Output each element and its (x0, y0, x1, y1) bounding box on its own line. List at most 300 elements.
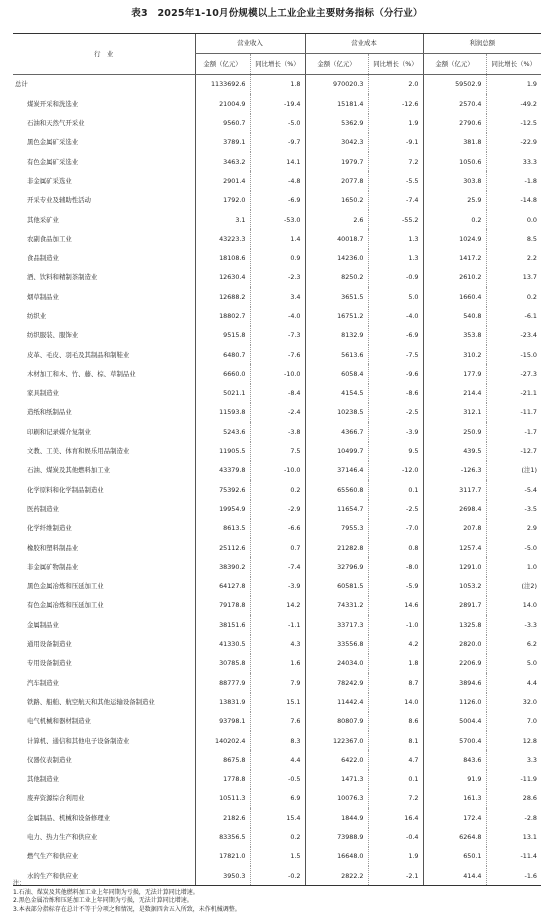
revenue-growth-cell: 0.9 (250, 249, 305, 268)
cost-header: 营业成本 (305, 34, 423, 54)
cost-amount-cell: 3651.5 (305, 287, 368, 306)
cost-amount-cell: 1471.3 (305, 770, 368, 789)
cost-growth-cell: 14.6 (368, 596, 423, 615)
industry-name-cell: 烟草制品业 (27, 292, 59, 301)
revenue-growth-cell: 14.2 (250, 596, 305, 615)
profit-growth-cell: -3.3 (486, 615, 541, 634)
table-row (13, 229, 541, 248)
table-row (13, 461, 541, 480)
table-row (13, 480, 541, 499)
table-row (13, 519, 541, 538)
profit-growth-cell: -6.1 (486, 307, 541, 326)
profit-amount-cell: 2610.2 (423, 268, 486, 287)
industry-name-cell: 化学原料和化学制品制造业 (27, 485, 104, 494)
cost-amount-cell: 15181.4 (305, 94, 368, 113)
revenue-growth-cell: 15.4 (250, 808, 305, 827)
industry-name-cell: 黑色金属冶炼和压延加工业 (27, 582, 104, 591)
profit-amount-cell: 177.9 (423, 364, 486, 383)
industry-name-cell: 总计 (15, 80, 28, 89)
table-row (13, 808, 541, 827)
cost-growth-cell: -2.5 (368, 403, 423, 422)
cost-growth-cell: -3.9 (368, 422, 423, 441)
revenue-growth-cell: 0.7 (250, 538, 305, 557)
profit-amount-cell: 1050.6 (423, 152, 486, 171)
revenue-amount-cell: 11905.5 (195, 442, 250, 461)
profit-amount-cell: 161.3 (423, 789, 486, 808)
revenue-growth-cell: -0.2 (250, 866, 305, 886)
cost-amount-cell: 16648.0 (305, 847, 368, 866)
industry-name-cell: 造纸和纸制品业 (27, 408, 72, 417)
cost-amount-cell: 21282.8 (305, 538, 368, 557)
cost-growth-cell: 7.2 (368, 789, 423, 808)
profit-growth-cell: -27.3 (486, 364, 541, 383)
revenue-amount-cell: 2182.6 (195, 808, 250, 827)
cost-growth-cell: 8.1 (368, 731, 423, 750)
table-row (13, 442, 541, 461)
table-row (13, 171, 541, 190)
table-row (13, 615, 541, 634)
cost-amount-cell: 65560.8 (305, 480, 368, 499)
revenue-header: 营业收入 (195, 34, 305, 54)
revenue-amount-cell: 13831.9 (195, 693, 250, 712)
profit-amount-cell: 214.4 (423, 384, 486, 403)
footnotes (13, 880, 241, 914)
revenue-amount-cell: 6480.7 (195, 345, 250, 364)
profit-amount-cell: 3894.6 (423, 673, 486, 692)
profit-growth-cell: -22.9 (486, 133, 541, 152)
revenue-growth-cell: -4.0 (250, 307, 305, 326)
profit-header: 利润总额 (423, 34, 541, 54)
profit-growth-cell: -5.0 (486, 538, 541, 557)
profit-growth-cell: -3.5 (486, 500, 541, 519)
revenue-growth-cell: 0.2 (250, 828, 305, 847)
industry-name-cell: 纺织业 (27, 312, 47, 320)
revenue-growth-cell: 1.6 (250, 654, 305, 673)
cost-growth-cell: 0.1 (368, 770, 423, 789)
cost-growth-cell: -6.9 (368, 326, 423, 345)
revenue-growth-cell: -6.6 (250, 519, 305, 538)
cost-amount-cell: 1844.9 (305, 808, 368, 827)
industry-name-cell: 煤炭开采和洗选业 (27, 99, 79, 108)
cost-amount-cell: 4366.7 (305, 422, 368, 441)
cost-growth-cell: 1.9 (368, 114, 423, 133)
industry-name-cell: 印刷和记录媒介复制业 (27, 427, 91, 436)
revenue-amount-cell: 30785.8 (195, 654, 250, 673)
industry-name-cell: 汽车制造业 (27, 678, 59, 687)
cost-amount-cell: 4154.5 (305, 384, 368, 403)
cost-growth-cell: 16.4 (368, 808, 423, 827)
table-row (13, 654, 541, 673)
table-row (13, 191, 541, 210)
cost-growth-cell: 14.0 (368, 693, 423, 712)
cost-amount-cell: 16751.2 (305, 307, 368, 326)
footnote-heading: 注： (13, 880, 26, 887)
revenue-growth-cell: -4.8 (250, 171, 305, 190)
industry-name-cell: 金属制品业 (27, 620, 59, 629)
industry-name-cell: 皮革、毛皮、羽毛及其制品和制鞋业 (27, 350, 130, 359)
profit-growth-cell: 6.2 (486, 635, 541, 654)
cost-growth-cell: 8.7 (368, 673, 423, 692)
profit-amount-cell: 91.9 (423, 770, 486, 789)
industry-name-cell: 医药制造业 (27, 504, 59, 513)
cost-amount-cell: 5613.6 (305, 345, 368, 364)
cost-amount-cell: 73988.9 (305, 828, 368, 847)
cost-amount-cell: 33556.8 (305, 635, 368, 654)
table-row (13, 287, 541, 306)
profit-growth-cell: -11.4 (486, 847, 541, 866)
cost-amount-cell: 10238.5 (305, 403, 368, 422)
profit-growth-cell: -49.2 (486, 94, 541, 113)
industry-name-cell: 家具制造业 (27, 389, 59, 398)
profit-growth-cell: 1.0 (486, 557, 541, 576)
industry-name-cell: 石油和天然气开采业 (27, 119, 85, 128)
profit-amount-cell: 5700.4 (423, 731, 486, 750)
profit-growth-cell: -11.9 (486, 770, 541, 789)
profit-amount-cell: 2820.0 (423, 635, 486, 654)
revenue-amount-cell: 12688.2 (195, 287, 250, 306)
profit-growth-cell: -21.1 (486, 384, 541, 403)
revenue-amount-cell: 10511.3 (195, 789, 250, 808)
industry-name-cell: 农副食品加工业 (27, 234, 72, 243)
profit-amount-cell: 6264.8 (423, 828, 486, 847)
revenue-growth-cell: 15.1 (250, 693, 305, 712)
revenue-growth-cell: 4.4 (250, 750, 305, 769)
revenue-amount-cell: 3463.2 (195, 152, 250, 171)
cost-amount-cell: 78242.9 (305, 673, 368, 692)
cost-growth-cell: -8.6 (368, 384, 423, 403)
table-row (13, 596, 541, 615)
revenue-growth-cell: -8.4 (250, 384, 305, 403)
cost-growth-cell: -2.5 (368, 500, 423, 519)
profit-growth-cell: -1.6 (486, 866, 541, 886)
industry-name-cell: 文教、工美、体育和娱乐用品制造业 (27, 447, 130, 456)
profit-amount-cell: 1257.4 (423, 538, 486, 557)
profit-amount-cell: 1325.8 (423, 615, 486, 634)
financial-indicators-table (13, 34, 541, 886)
cost-amount-cell: 8132.9 (305, 326, 368, 345)
revenue-growth-cell: -7.4 (250, 557, 305, 576)
cost-growth-cell: -7.4 (368, 191, 423, 210)
profit-amount-cell: 540.8 (423, 307, 486, 326)
revenue-amount-cell: 79178.8 (195, 596, 250, 615)
cost-growth-cell: -7.0 (368, 519, 423, 538)
profit-amount-cell: 250.9 (423, 422, 486, 441)
table-header (13, 34, 541, 75)
revenue-growth-cell: -7.6 (250, 345, 305, 364)
profit-growth-cell: -5.4 (486, 480, 541, 499)
revenue-amount-cell: 17821.0 (195, 847, 250, 866)
revenue-growth-cell: -2.3 (250, 268, 305, 287)
cost-amount-cell: 2.6 (305, 210, 368, 229)
cost-amount-cell: 11654.7 (305, 500, 368, 519)
profit-growth-cell: 13.1 (486, 828, 541, 847)
profit-growth-cell: (注1) (486, 461, 541, 480)
profit-amount-cell: 1417.2 (423, 249, 486, 268)
profit-amount-cell: 207.8 (423, 519, 486, 538)
table-row (13, 770, 541, 789)
revenue-amount-cell: 18802.7 (195, 307, 250, 326)
cost-amount-cell: 10076.3 (305, 789, 368, 808)
table-row (13, 249, 541, 268)
profit-amount-cell: 5004.4 (423, 712, 486, 731)
cost-amount-cell: 24034.0 (305, 654, 368, 673)
revenue-growth-cell: -2.4 (250, 403, 305, 422)
revenue-growth-cell: -9.7 (250, 133, 305, 152)
table-title: 表3 2025年1-10月份规模以上工业企业主要财务指标（分行业） (131, 8, 423, 19)
cost-amount-cell: 5362.9 (305, 114, 368, 133)
industry-name-cell: 开采专业及辅助性活动 (27, 196, 91, 205)
revenue-amount-cell: 1778.8 (195, 770, 250, 789)
revenue-amount-cell: 8675.8 (195, 750, 250, 769)
cost-amount-cell: 7955.3 (305, 519, 368, 538)
profit-growth-cell: 33.3 (486, 152, 541, 171)
profit-amount-cell: 59502.9 (423, 75, 486, 95)
cost-amount-cell: 37146.4 (305, 461, 368, 480)
industry-name-cell: 酒、饮料和精制茶制造业 (27, 273, 98, 282)
profit-growth-cell: 14.0 (486, 596, 541, 615)
profit-growth-cell: -12.7 (486, 442, 541, 461)
revenue-amount-cell: 8613.5 (195, 519, 250, 538)
cost-growth-cell: -1.0 (368, 615, 423, 634)
profit-growth-cell: -14.8 (486, 191, 541, 210)
profit-growth-cell: 4.4 (486, 673, 541, 692)
revenue-growth-cell: -10.0 (250, 364, 305, 383)
revenue-growth-cell: 8.3 (250, 731, 305, 750)
cost-growth-cell: 2.0 (368, 75, 423, 95)
table-row (13, 422, 541, 441)
revenue-growth-cell: 1.8 (250, 75, 305, 95)
industry-name-cell: 其他采矿业 (27, 215, 59, 224)
revenue-amount-cell: 64127.8 (195, 577, 250, 596)
revenue-amount-cell: 12630.4 (195, 268, 250, 287)
profit-amount-cell: 650.1 (423, 847, 486, 866)
cost-amount-cell: 2077.8 (305, 171, 368, 190)
footnote-1: 1.石油、煤炭及其他燃料加工业上年同期为亏损，无法计算同比增速。 (13, 888, 199, 896)
revenue-amount-cell: 5243.6 (195, 422, 250, 441)
revenue-amount-cell: 9515.8 (195, 326, 250, 345)
table-row (13, 557, 541, 576)
cost-growth-cell: -9.1 (368, 133, 423, 152)
profit-amount-cell: 2790.6 (423, 114, 486, 133)
industry-name-cell: 铁路、船舶、航空航天和其他运输设备制造业 (27, 697, 155, 706)
table-row (13, 847, 541, 866)
profit-amount-cell: 172.4 (423, 808, 486, 827)
cost-growth-cell: 0.8 (368, 538, 423, 557)
cost-amount-cell: 3042.3 (305, 133, 368, 152)
table-row (13, 500, 541, 519)
cost-amount-cell: 6058.4 (305, 364, 368, 383)
table-row (13, 577, 541, 596)
industry-name-cell: 计算机、通信和其他电子设备制造业 (27, 736, 130, 745)
revenue-amount-cell: 3.1 (195, 210, 250, 229)
table-row (13, 403, 541, 422)
profit-growth-cell: 1.9 (486, 75, 541, 95)
industry-name-cell: 石油、煤炭及其他燃料加工业 (27, 466, 111, 475)
industry-name-cell: 非金属矿采选业 (27, 176, 72, 185)
profit-amount-cell: 1053.2 (423, 577, 486, 596)
profit-amount-cell: 414.4 (423, 866, 486, 886)
cost-growth-cell: 1.8 (368, 654, 423, 673)
cost-amount-cell: 40018.7 (305, 229, 368, 248)
table-row (13, 538, 541, 557)
profit-amount-cell: 0.2 (423, 210, 486, 229)
cost-amount-cell: 6422.0 (305, 750, 368, 769)
profit-amount-cell: 312.1 (423, 403, 486, 422)
revenue-growth-cell: 7.6 (250, 712, 305, 731)
revenue-amount-cell: 88777.9 (195, 673, 250, 692)
revenue-growth-cell: 14.1 (250, 152, 305, 171)
table-row (13, 364, 541, 383)
revenue-amount-cell: 19954.9 (195, 500, 250, 519)
profit-growth-cell: 32.0 (486, 693, 541, 712)
profit-growth-cell: -12.5 (486, 114, 541, 133)
cost-amount-cell: 80807.9 (305, 712, 368, 731)
industry-name-cell: 化学纤维制造业 (27, 524, 72, 533)
table-row (13, 673, 541, 692)
profit-growth-cell: 7.0 (486, 712, 541, 731)
table-row (13, 750, 541, 769)
profit-amount-cell: 1660.4 (423, 287, 486, 306)
revenue-amount-cell: 43223.3 (195, 229, 250, 248)
table-row (13, 326, 541, 345)
profit-growth-cell: 28.6 (486, 789, 541, 808)
table-row (13, 828, 541, 847)
profit-growth-cell: 5.0 (486, 654, 541, 673)
table-row (13, 114, 541, 133)
industry-name-cell: 电气机械和器材制造业 (27, 717, 91, 726)
cost-amount-cell: 10499.7 (305, 442, 368, 461)
revenue-growth-cell: -2.9 (250, 500, 305, 519)
cost-growth-cell: 8.6 (368, 712, 423, 731)
profit-amount-cell: 303.8 (423, 171, 486, 190)
industry-name-cell: 木材加工和木、竹、藤、棕、草制品业 (27, 369, 136, 378)
industry-name-cell: 电力、热力生产和供应业 (27, 833, 98, 842)
cost-growth-cell: -7.5 (368, 345, 423, 364)
profit-amount-cell: 1024.9 (423, 229, 486, 248)
cost-growth-cell: 1.3 (368, 249, 423, 268)
industry-name-cell: 黑色金属矿采选业 (27, 138, 79, 147)
profit-growth-cell: (注2) (486, 577, 541, 596)
profit-growth-cell: -23.4 (486, 326, 541, 345)
profit-amount-cell: 1126.0 (423, 693, 486, 712)
cost-amount-cell: 32796.9 (305, 557, 368, 576)
profit-amount-cell: 25.9 (423, 191, 486, 210)
table-row (13, 268, 541, 287)
revenue-amount-cell: 140202.4 (195, 731, 250, 750)
revenue-growth-cell: -5.0 (250, 114, 305, 133)
revenue-growth-header: 同比增长（%） (250, 54, 305, 75)
table-row (13, 307, 541, 326)
cost-growth-cell: -9.6 (368, 364, 423, 383)
profit-growth-cell: 13.7 (486, 268, 541, 287)
profit-amount-cell: 2570.4 (423, 94, 486, 113)
footnote-2: 2.黑色金属冶炼和压延加工业上年同期为亏损，无法计算同比增速。 (13, 897, 193, 904)
revenue-growth-cell: 1.4 (250, 229, 305, 248)
cost-amount-cell: 33717.3 (305, 615, 368, 634)
revenue-growth-cell: 7.9 (250, 673, 305, 692)
cost-amount-cell: 60581.5 (305, 577, 368, 596)
table-row (13, 94, 541, 113)
profit-growth-cell: 3.3 (486, 750, 541, 769)
revenue-amount-header: 金额（亿元） (195, 54, 250, 75)
revenue-amount-cell: 43379.8 (195, 461, 250, 480)
footnote-3: 3.本表部分指标存在总计不等于分项之和情况，是数据四舍五入所致，未作机械调整。 (13, 905, 241, 913)
table-row (13, 384, 541, 403)
cost-growth-cell: -8.0 (368, 557, 423, 576)
revenue-amount-cell: 21004.9 (195, 94, 250, 113)
profit-growth-cell: -2.8 (486, 808, 541, 827)
table-row (13, 693, 541, 712)
cost-growth-cell: 9.5 (368, 442, 423, 461)
revenue-growth-cell: -19.4 (250, 94, 305, 113)
table-row (13, 75, 541, 95)
industry-name-cell: 专用设备制造业 (27, 659, 72, 668)
cost-amount-cell: 1650.2 (305, 191, 368, 210)
cost-growth-cell: -55.2 (368, 210, 423, 229)
profit-amount-cell: 1291.0 (423, 557, 486, 576)
revenue-growth-cell: -3.8 (250, 422, 305, 441)
industry-name-cell: 有色金属矿采选业 (27, 157, 79, 166)
cost-amount-cell: 122367.0 (305, 731, 368, 750)
industry-name-cell: 纺织服装、服饰业 (27, 331, 79, 340)
revenue-growth-cell: 6.9 (250, 789, 305, 808)
revenue-growth-cell: -0.5 (250, 770, 305, 789)
industry-header: 行 业 (13, 34, 195, 75)
industry-name-cell: 橡胶和塑料制品业 (27, 543, 79, 552)
cost-growth-cell: -12.6 (368, 94, 423, 113)
cost-amount-cell: 11442.4 (305, 693, 368, 712)
revenue-amount-cell: 3789.1 (195, 133, 250, 152)
profit-growth-cell: 0.0 (486, 210, 541, 229)
cost-amount-cell: 8250.2 (305, 268, 368, 287)
profit-growth-header: 同比增长（%） (486, 54, 541, 75)
industry-name-cell: 水的生产和供应业 (13, 866, 195, 886)
profit-amount-cell: 2891.7 (423, 596, 486, 615)
revenue-growth-cell: 3.4 (250, 287, 305, 306)
cost-growth-cell: 0.1 (368, 480, 423, 499)
profit-growth-cell: -15.0 (486, 345, 541, 364)
profit-amount-cell: 353.8 (423, 326, 486, 345)
profit-amount-cell: 381.8 (423, 133, 486, 152)
profit-growth-cell: 2.2 (486, 249, 541, 268)
revenue-amount-cell: 11593.8 (195, 403, 250, 422)
profit-amount-cell: 2206.9 (423, 654, 486, 673)
cost-growth-cell: 5.0 (368, 287, 423, 306)
cost-growth-cell: 4.7 (368, 750, 423, 769)
profit-growth-cell: 0.2 (486, 287, 541, 306)
profit-amount-cell: 310.2 (423, 345, 486, 364)
revenue-amount-cell: 6660.0 (195, 364, 250, 383)
profit-growth-cell: -11.7 (486, 403, 541, 422)
revenue-growth-cell: 0.2 (250, 480, 305, 499)
table-row (13, 789, 541, 808)
cost-growth-cell: -4.0 (368, 307, 423, 326)
profit-amount-cell: 439.5 (423, 442, 486, 461)
revenue-growth-cell: -6.9 (250, 191, 305, 210)
profit-amount-cell: 2698.4 (423, 500, 486, 519)
profit-amount-cell: 3117.7 (423, 480, 486, 499)
revenue-amount-cell: 25112.6 (195, 538, 250, 557)
industry-name-cell: 非金属矿物制品业 (27, 562, 79, 571)
table-row (13, 133, 541, 152)
table-row (13, 152, 541, 171)
profit-amount-cell: -126.3 (423, 461, 486, 480)
profit-growth-cell: -1.7 (486, 422, 541, 441)
industry-name-cell: 有色金属冶炼和压延加工业 (27, 601, 104, 610)
cost-growth-cell: -0.4 (368, 828, 423, 847)
revenue-growth-cell: 1.5 (250, 847, 305, 866)
cost-growth-cell: 7.2 (368, 152, 423, 171)
